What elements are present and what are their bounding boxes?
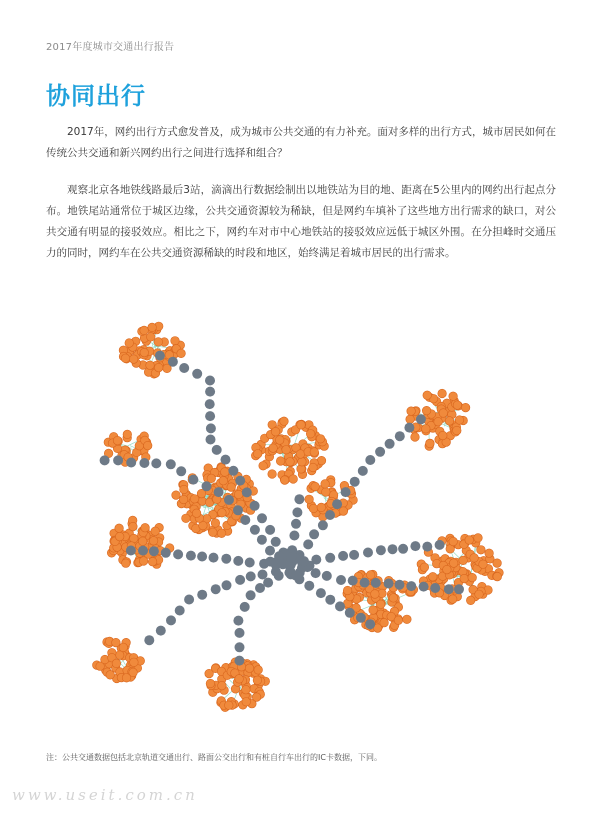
- subway-station-node: [113, 455, 123, 465]
- subway-station-node: [422, 542, 432, 552]
- ride-origin-point: [182, 514, 191, 523]
- subway-station-node: [332, 499, 342, 509]
- ride-origin-point: [172, 491, 181, 500]
- ride-origin-point: [439, 431, 448, 440]
- subway-station-node: [184, 595, 194, 605]
- subway-station-node: [246, 571, 256, 581]
- subway-station-node: [205, 387, 215, 397]
- subway-station-node: [278, 559, 288, 569]
- subway-station-node: [242, 487, 252, 497]
- ride-origin-point: [411, 433, 420, 442]
- ride-origin-point: [218, 681, 227, 690]
- subway-station-node: [235, 628, 245, 638]
- footnote: 注：公共交通数据包括北京轨道交通出行、路面公交出行和有桩自行车出行的IC卡数据，下同。: [46, 753, 382, 762]
- ride-origin-point: [309, 463, 318, 472]
- ride-origin-point: [113, 436, 122, 445]
- subway-station-node: [419, 582, 429, 592]
- subway-station-node: [211, 584, 221, 594]
- subway-station-node: [245, 558, 255, 568]
- ride-origin-point: [245, 664, 254, 673]
- subway-station-node: [410, 541, 420, 551]
- subway-station-node: [126, 458, 136, 468]
- ride-origin-point: [253, 676, 262, 685]
- subway-station-node: [138, 546, 148, 556]
- ride-origin-point: [218, 509, 227, 518]
- subway-station-node: [221, 554, 231, 564]
- subway-station-node: [371, 578, 381, 588]
- ride-origin-point: [282, 446, 291, 455]
- subway-station-node: [356, 613, 366, 623]
- subway-station-node: [176, 466, 186, 476]
- ride-origin-point: [129, 522, 138, 531]
- subway-station-node: [222, 580, 232, 590]
- subway-station-node: [395, 580, 405, 590]
- ride-origin-point: [343, 586, 352, 595]
- ride-origin-point: [316, 435, 325, 444]
- ride-origin-point: [205, 669, 214, 678]
- ride-origin-point: [121, 354, 130, 363]
- ride-origin-point: [466, 596, 475, 605]
- ride-origin-point: [445, 417, 454, 426]
- ride-origin-point: [207, 474, 216, 483]
- ride-origin-point: [297, 421, 306, 430]
- ride-origin-point: [180, 485, 189, 494]
- ride-origin-point: [422, 425, 431, 434]
- subway-station-node: [224, 495, 234, 505]
- ride-origin-point: [470, 554, 479, 563]
- ride-origin-point: [154, 363, 163, 372]
- ride-origin-point: [115, 532, 124, 541]
- subway-station-node: [286, 553, 296, 563]
- ride-origin-point: [317, 503, 326, 512]
- subway-station-node: [318, 520, 328, 530]
- subway-station-node: [406, 581, 416, 591]
- subway-station-node: [263, 578, 273, 588]
- subway-station-node: [435, 540, 445, 550]
- ride-origin-point: [217, 529, 226, 538]
- subway-station-node: [294, 494, 304, 504]
- ride-origin-point: [219, 476, 228, 485]
- ride-origin-point: [138, 537, 147, 546]
- subway-station-node: [335, 601, 345, 611]
- ride-origin-point: [369, 606, 378, 615]
- ride-origin-point: [493, 572, 502, 581]
- subway-station-node: [375, 447, 385, 457]
- ride-origin-point: [439, 409, 448, 418]
- subway-station-node: [205, 399, 215, 409]
- ride-origin-point: [280, 417, 289, 426]
- subway-station-node: [338, 551, 348, 561]
- subway-station-node: [363, 548, 373, 558]
- ride-origin-point: [143, 441, 152, 450]
- subway-station-node: [250, 501, 260, 511]
- ride-origin-point: [289, 475, 298, 484]
- ride-origin-point: [449, 559, 458, 568]
- subway-station-node: [240, 515, 250, 525]
- connection-links: [97, 329, 490, 705]
- ride-origin-point: [485, 549, 494, 558]
- subway-station-node: [240, 602, 250, 612]
- ride-origin-point: [449, 392, 458, 401]
- ride-origin-point: [474, 534, 483, 543]
- ride-origin-point: [151, 527, 160, 536]
- subway-station-node: [221, 455, 231, 465]
- ride-origin-point: [406, 415, 415, 424]
- ride-origin-point: [394, 616, 403, 625]
- ride-origin-point: [443, 565, 452, 574]
- subway-station-node: [265, 525, 275, 535]
- ride-origin-point: [211, 519, 220, 528]
- ride-origin-point: [123, 430, 132, 439]
- ride-origin-point: [366, 571, 375, 580]
- ride-origin-point: [479, 560, 488, 569]
- ride-origin-point: [389, 594, 398, 603]
- subway-station-node: [235, 575, 245, 585]
- subway-station-node: [188, 475, 198, 485]
- ride-origin-point: [227, 483, 236, 492]
- ride-origin-point: [252, 693, 261, 702]
- subway-station-node: [388, 544, 398, 554]
- subway-station-node: [173, 549, 183, 559]
- ride-origin-point: [376, 600, 385, 609]
- subway-station-node: [235, 642, 245, 652]
- ride-origin-point: [130, 658, 139, 667]
- subway-station-node: [349, 550, 359, 560]
- ride-origin-point: [140, 348, 149, 357]
- subway-station-node: [430, 583, 440, 593]
- ride-origin-point: [455, 416, 464, 425]
- ride-origin-point: [449, 537, 458, 546]
- subway-station-node: [175, 606, 185, 616]
- ride-origin-point: [148, 323, 157, 332]
- subway-station-node: [212, 445, 222, 455]
- subway-station-node: [376, 545, 386, 555]
- report-header: 2017年度城市交通出行报告: [46, 42, 175, 53]
- ride-origin-point: [179, 495, 188, 504]
- subway-station-node: [358, 466, 368, 476]
- subway-station-node: [291, 571, 301, 581]
- ride-origin-point: [407, 407, 416, 416]
- subway-station-node: [233, 616, 243, 626]
- subway-station-node: [149, 546, 159, 556]
- ride-origin-point: [465, 536, 474, 545]
- ride-origin-point: [115, 651, 124, 660]
- subway-station-node: [197, 590, 207, 600]
- ride-origin-point: [426, 439, 435, 448]
- ride-origin-point: [140, 326, 149, 335]
- ride-origin-point: [146, 361, 155, 370]
- ride-origin-point: [177, 349, 186, 358]
- subway-station-node: [316, 588, 326, 598]
- ride-origin-point: [310, 448, 319, 457]
- subway-station-node: [214, 487, 224, 497]
- ride-origin-point: [461, 403, 470, 412]
- ride-origin-point: [280, 476, 289, 485]
- subway-station-node: [156, 626, 166, 636]
- ride-origin-point: [321, 480, 330, 489]
- subway-station-node: [233, 505, 243, 515]
- subway-station-node: [360, 578, 370, 588]
- ride-origin-point: [206, 679, 215, 688]
- subway-station-node: [398, 544, 408, 554]
- subway-station-node: [365, 455, 375, 465]
- subway-station-node: [416, 414, 426, 424]
- subway-station-node: [348, 576, 358, 586]
- subway-station-node: [291, 519, 301, 529]
- subway-station-node: [257, 513, 267, 523]
- intro-paragraph: 2017年，网约出行方式愈发普及，成为城市公共交通的有力补充。面对多样的出行方式，城市居民如何在传统公共交通和新兴网约出行之间进行选择和组合？: [46, 126, 556, 159]
- ride-origin-point: [403, 615, 412, 624]
- subway-station-node: [325, 553, 335, 563]
- ride-origin-point: [147, 333, 156, 342]
- subway-station-node: [271, 537, 281, 547]
- subway-ride-network-visualization: [0, 300, 600, 740]
- subway-station-node: [274, 571, 284, 581]
- subway-station-node: [404, 423, 414, 433]
- ride-origin-point: [106, 671, 115, 680]
- ride-origin-point: [254, 666, 263, 675]
- subway-station-node: [209, 553, 219, 563]
- ride-origin-point: [271, 427, 280, 436]
- ride-origin-point: [139, 557, 148, 566]
- subway-station-node: [192, 369, 202, 379]
- ride-origin-point: [453, 401, 462, 410]
- ride-origin-point: [171, 337, 180, 346]
- subway-station-node: [206, 423, 216, 433]
- subway-station-node: [100, 455, 110, 465]
- ride-origin-point: [242, 698, 251, 707]
- analysis-paragraph: 观察北京各地铁线路最后3站，滴滴出行数据绘制出以地铁站为目的地、距离在5公里内的网约出行起点分布。地铁尾站通常位于城区边缘，公共交通资源较为稀缺，但是网约车填补了这些地方出行需求的缺口，对公共交通有明显的接驳效应。相比之下，网约车对市中心地铁站的接驳效应远低于城区外围。在分担峰时交通压力的同时，网约车在公共交通资源稀缺的时段和地区，始终满足着城市居民的出行需求。: [46, 184, 556, 259]
- ride-origin-point: [209, 528, 218, 537]
- ride-origin-point: [242, 685, 251, 694]
- ride-origin-point: [493, 559, 502, 568]
- subway-station-node: [322, 571, 332, 581]
- ride-origin-point: [112, 659, 121, 668]
- subway-station-node: [309, 529, 319, 539]
- subway-station-node: [385, 439, 395, 449]
- subway-station-node: [345, 608, 355, 618]
- subway-station-node: [350, 477, 360, 487]
- ride-origin-point: [259, 462, 268, 471]
- subway-station-node: [186, 551, 196, 561]
- ride-origin-point: [460, 574, 469, 583]
- ride-origin-point: [141, 523, 150, 532]
- ride-origin-point: [275, 436, 284, 445]
- ride-origin-point: [235, 675, 244, 684]
- ride-origin-point: [192, 509, 201, 518]
- ride-origin-point: [253, 450, 262, 459]
- subway-station-node: [205, 376, 215, 386]
- ride-origin-point: [269, 444, 278, 453]
- subway-station-node: [233, 556, 243, 566]
- subway-station-node: [166, 459, 176, 469]
- ride-origin-point: [112, 638, 121, 647]
- ride-origin-point: [234, 490, 243, 499]
- ride-origin-point: [423, 391, 432, 400]
- subway-station-node: [257, 535, 267, 545]
- subway-station-node: [303, 539, 313, 549]
- ride-origin-point: [225, 701, 234, 710]
- ride-origin-point: [149, 537, 158, 546]
- subway-station-node: [250, 525, 260, 535]
- subway-station-node: [304, 581, 314, 591]
- subway-station-node: [395, 431, 405, 441]
- subway-station-node: [205, 411, 215, 421]
- ride-origin-point: [380, 618, 389, 627]
- subway-station-node: [325, 510, 335, 520]
- subway-station-node: [246, 590, 256, 600]
- subway-station-node: [161, 548, 171, 558]
- ride-origin-point: [311, 482, 320, 491]
- ride-origin-point: [305, 495, 314, 504]
- subway-station-node: [365, 619, 375, 629]
- subway-station-node: [341, 487, 351, 497]
- ride-origin-point: [429, 572, 438, 581]
- ride-origin-point: [477, 546, 486, 555]
- ride-origin-point: [459, 556, 468, 565]
- subway-station-node: [325, 595, 335, 605]
- ride-origin-point: [322, 488, 331, 497]
- subway-station-node: [444, 584, 454, 594]
- ride-origin-point: [371, 590, 380, 599]
- ride-origin-point: [122, 674, 131, 683]
- ride-origin-point: [154, 338, 163, 347]
- ride-origin-point: [125, 339, 134, 348]
- subway-station-node: [197, 552, 207, 562]
- ride-origin-point: [122, 559, 131, 568]
- ride-origin-point: [286, 458, 295, 467]
- subway-station-node: [139, 458, 149, 468]
- subway-station-node: [166, 615, 176, 625]
- section-title: 协同出行: [46, 82, 146, 110]
- ride-origin-point: [306, 430, 315, 439]
- subway-station-node: [155, 351, 165, 361]
- ride-origin-point: [148, 557, 157, 566]
- watermark: www.useit.com.cn: [12, 786, 198, 804]
- ride-origin-point: [221, 468, 230, 477]
- ride-origin-point: [438, 389, 447, 398]
- subway-station-node: [179, 363, 189, 373]
- subway-station-node: [384, 579, 394, 589]
- subway-station-node: [292, 507, 302, 517]
- subway-station-node: [151, 458, 161, 468]
- subway-station-node: [336, 575, 346, 585]
- ride-origin-point: [298, 458, 307, 467]
- ride-origin-point: [296, 450, 305, 459]
- ride-origin-point: [448, 595, 457, 604]
- ride-origin-point: [190, 495, 199, 504]
- ride-origin-point: [468, 573, 477, 582]
- subway-station-node: [144, 635, 154, 645]
- ride-origin-point: [453, 426, 462, 435]
- subway-station-node: [235, 476, 245, 486]
- ride-origin-point: [420, 563, 429, 572]
- ride-origin-point: [268, 470, 277, 479]
- ride-origin-point: [339, 507, 348, 516]
- subway-station-node: [454, 584, 464, 594]
- ride-origin-point: [422, 406, 431, 415]
- ride-origin-point: [129, 355, 138, 364]
- subway-station-node: [265, 546, 275, 556]
- subway-station-node: [234, 656, 244, 666]
- ride-origin-point: [475, 590, 484, 599]
- subway-station-node: [206, 435, 216, 445]
- subway-station-node: [202, 481, 212, 491]
- subway-station-node: [228, 466, 238, 476]
- subway-station-node: [258, 570, 268, 580]
- subway-station-node: [289, 531, 299, 541]
- ride-origin-point: [434, 417, 443, 426]
- ride-origin-point: [309, 504, 318, 513]
- ride-origin-point: [115, 524, 124, 533]
- subway-station-node: [126, 546, 136, 556]
- ride-origin-point: [119, 643, 128, 652]
- ride-origin-point: [276, 457, 285, 466]
- subway-station-node: [168, 357, 178, 367]
